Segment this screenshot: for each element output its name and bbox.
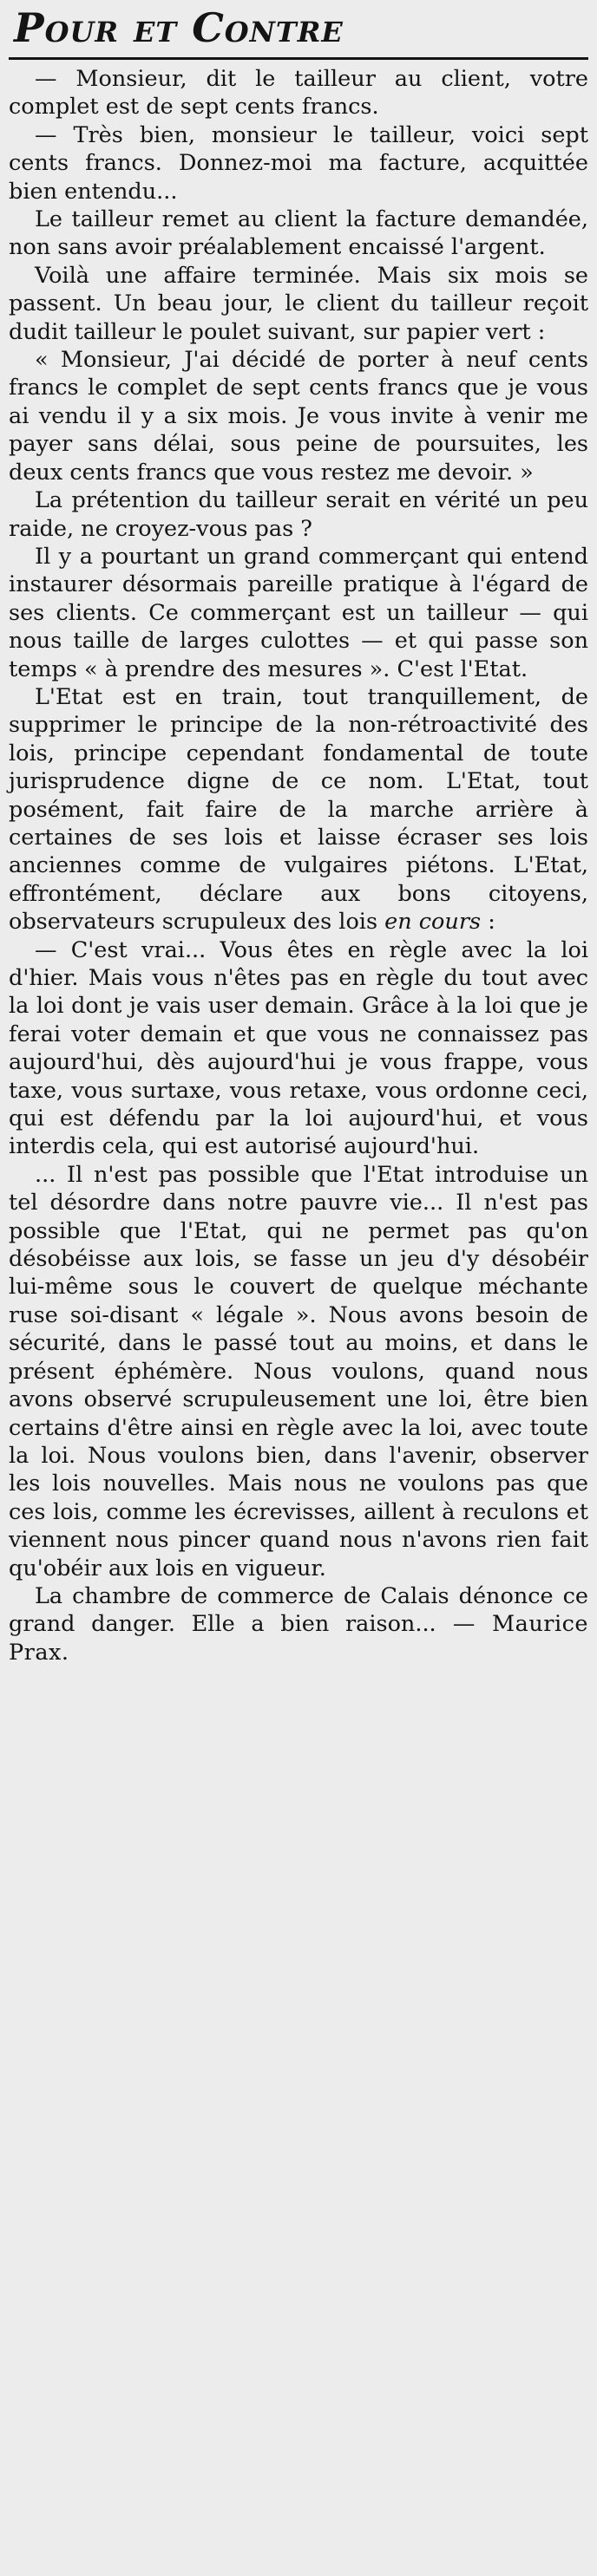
article-title: Pour et Contre	[14, 4, 344, 51]
paragraph-9-quote: — C'est vrai... Vous êtes en règle avec la loi d'hier. Mais vous n'êtes pas en règle du tout avec la loi dont je vais user demain. Grâce à la loi que je ferai voter demain et que vous ne connaissez pas aujourd'hui, dès aujourd'hui je vous frappe, vous taxe, vous surtaxe, vous retaxe, vous ordonne ceci, qui est défendu par la loi aujourd'hui, et vous interdis cela, qui est autorisé aujourd'hui.	[9, 936, 588, 1160]
paragraph-8-emphasis: en cours	[384, 909, 482, 936]
paragraph-3: Le tailleur remet au client la facture demandée, non sans avoir préalablement encaissé l'argent.	[9, 206, 588, 261]
paragraph-5-letter: « Monsieur, J'ai décidé de porter à neuf cents francs le complet de sept cents francs que je vous ai vendu il y a six mois. Je vous invite à venir me payer sans délai, sous peine de poursuites, les deux cents francs que vous restez me devoir. »	[9, 347, 588, 486]
title-rule	[9, 57, 588, 60]
author-signature: — Maurice Prax.	[9, 1611, 588, 1666]
paragraph-7: Il y a pourtant un grand commerçant qui entend instaurer désormais pareille pratique à l'égard de ses clients. Ce commerçant est un tailleur — qui nous taille de larges culottes — et qui passe son temps « à prendre des mesures ». C'est l'Etat.	[9, 543, 588, 682]
paragraph-10: ... Il n'est pas possible que l'Etat introduise un tel désordre dans notre pauvre vie... Il n'est pas possible que l'Etat, qui ne permet pas qu'on désobéisse aux lois, se fasse un jeu d'y désobéir lui-même sous le couvert de quelque méchante ruse soi-disant « légale ». Nous avons besoin de sécurité, dans le passé tout au moins, et dans le présent éphémère. Nous voulons, quand nous avons observé scrupuleusement une loi, être bien certains d'être ainsi en règle avec la loi, avec toute la loi. Nous voulons bien, dans l'avenir, observer les lois nouvelles. Mais nous ne voulons pas que ces lois, comme les écrevisses, aillent à reculons et viennent nous pincer quand nous n'avons rien fait qu'obéir aux lois en vigueur.	[9, 1161, 588, 1581]
paragraph-8-text: L'Etat est en train, tout tranquillement, de supprimer le principe de la non-rétroactivité des lois, principe cependant fondamental de toute jurisprudence digne de ce nom. L'Etat, tout posément, fait faire de la marche arrière à certaines de ses lois et laisse écraser ses lois anciennes comme de vulgaires piétons. L'Etat, effrontément, déclare aux bons citoyens, observateurs scrupuleux des lois	[9, 683, 588, 936]
article-body	[9, 65, 588, 1666]
paragraph-11-text: La chambre de commerce de Calais dénonce ce grand danger. Elle a bien raison...	[9, 1582, 588, 1638]
newspaper-column	[9, 0, 588, 2566]
paragraph-8	[9, 683, 588, 936]
paragraph-2: — Très bien, monsieur le tailleur, voici sept cents francs. Donnez-moi ma facture, acquittée bien entendu...	[9, 121, 588, 205]
paragraph-8-tail: :	[481, 909, 495, 936]
paragraph-1: — Monsieur, dit le tailleur au client, votre complet est de sept cents francs.	[9, 66, 588, 121]
paragraph-4: Voilà une affaire terminée. Mais six mois se passent. Un beau jour, le client du tailleur reçoit dudit tailleur le poulet suivant, sur papier vert :	[9, 262, 588, 345]
paragraph-6: La prétention du tailleur serait en vérité un peu raide, ne croyez-vous pas ?	[9, 487, 588, 542]
paragraph-11	[9, 1582, 588, 1666]
